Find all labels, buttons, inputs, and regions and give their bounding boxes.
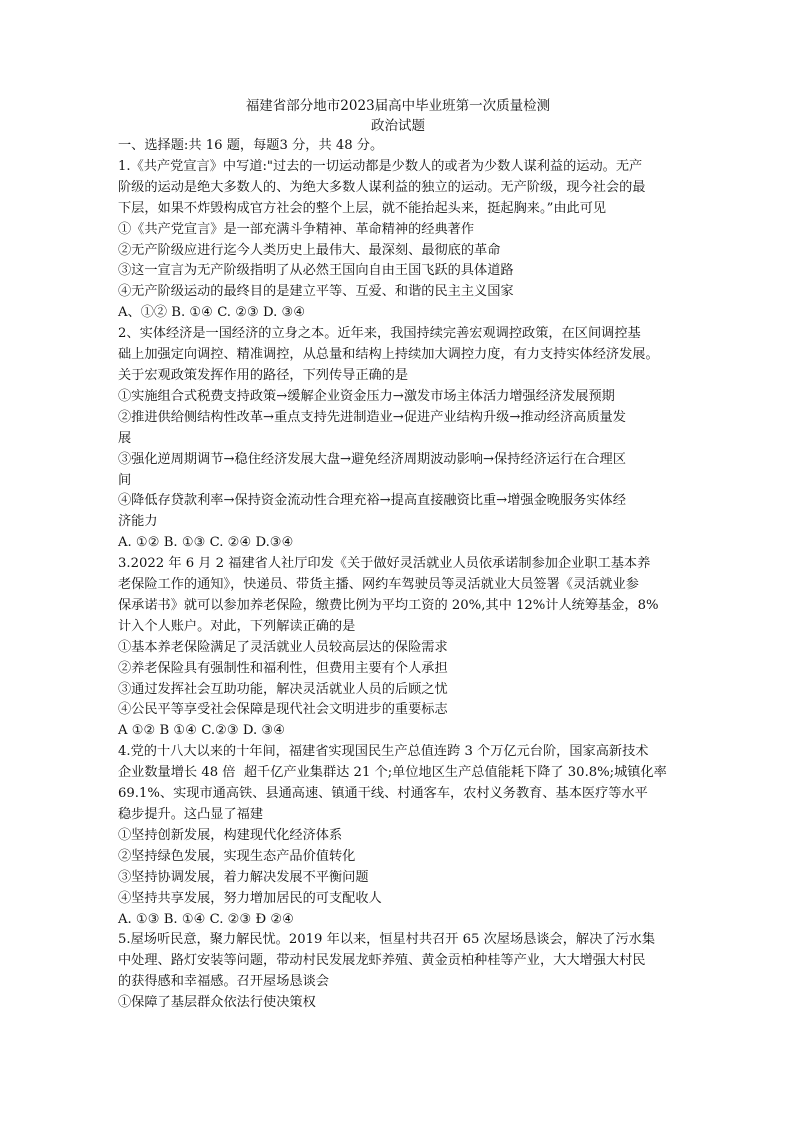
question-line: A ①② B ①④ C.②③ D. ③④ [118, 723, 286, 739]
question-line: ④降低存贷款利率→保持资金流动性合理充裕→提高直接融资比重→增强金晚服务实体经 [118, 493, 626, 509]
question-4 [118, 742, 678, 930]
question-line: 5.屋场听民意，聚力解民忧。2019 年以来，恒星村共召开 65 次屋场恳谈会，解决了污水集 [118, 932, 656, 948]
question-line: ④公民平等享受社会保障是现代社会文明进步的重要标志 [118, 702, 448, 718]
question-line: 2、实体经济是一国经济的立身之本。近年来，我国持续完善宏观调控政策，在区间调控基 [118, 326, 641, 342]
question-line: ③坚持协调发展，着力解决发展不平衡问题 [118, 869, 369, 885]
question-line: ①坚持创新发展，构建现代化经济体系 [118, 827, 343, 843]
question-5 [118, 930, 678, 1014]
question-line: 济能力 [118, 514, 158, 530]
question-line: 计入个人账户。对此，下列解读正确的是 [118, 618, 356, 634]
question-line: ①实施组合式税费支持政策→缓解企业资金压力→激发市场主体活力增强经济发展预期 [118, 388, 615, 404]
question-list [118, 157, 678, 1014]
question-line: 阶级的运动是绝大多数人的、为绝大多数人谋利益的独立的运动。无产阶级，现今社会的最 [118, 179, 646, 195]
question-line: 老保险工作的通知》，快递员、带货主播、网约车驾驶员等灵活就业大员签署《灵活就业参 [118, 577, 639, 593]
question-line: 1.《共产党宣言》中写道:"过去的一切运动都是少数人的或者为少数人谋利益的运动。无产 [118, 158, 643, 174]
question-line: ②养老保险具有强制性和福利性，但费用主要有个人承担 [118, 660, 448, 676]
question-line: 企业数量增长 48 倍 超千亿产业集群达 21 个;单位地区生产总值能耗下降了 30.8%;城镇化率 [118, 765, 667, 781]
exam-page [118, 96, 678, 1014]
question-line: 中处理、路灯安装等问题，带动村民发展龙虾养殖、黄金贡柏种桂等产业，大大增强大村民 [118, 953, 646, 969]
question-line: 下层，如果不炸毁构成官方社会的整个上层，就不能抬起头来，挺起胸来。”由此可见 [118, 200, 607, 216]
question-1 [118, 157, 678, 324]
question-line: ③这一宣言为无产阶级指明了从必然王国向自由王国飞跃的具体道路 [118, 263, 514, 279]
question-line: ④无产阶级运动的最终目的是建立平等、互爱、和谐的民主主义国家 [118, 284, 514, 300]
question-line: ④坚持共享发展，努力增加居民的可支配收人 [118, 890, 382, 906]
question-line: A、①② B. ①④ C. ②③ D. ③④ [118, 305, 306, 321]
question-2 [118, 324, 678, 554]
question-line: 4.党的十八大以来的十年间，福建省实现国民生产总值连跨 3 个万亿元台阶，国家高新技术 [118, 744, 649, 760]
question-3 [118, 554, 678, 742]
question-line: 础上加强定向调控、精准调控，从总量和结构上持续加大调控力度，有力支持实体经济发展。 [118, 347, 659, 363]
exam-subject: 政治试题 [371, 118, 425, 134]
section-heading: 一、选择题:共 16 题，每题3 分，共 48 分。 [118, 138, 384, 153]
question-line: A. ①③ B. ①④ C. ②③ Đ ②④ [118, 911, 294, 927]
question-line: ②无产阶级应进行迄今人类历史上最伟大、最深刻、最彻底的革命 [118, 242, 501, 258]
question-line: ①《共产党宣言》是一部充满斗争精神、革命精神的经典著作 [118, 221, 475, 237]
question-line: 稳步提升。这凸显了福建 [118, 807, 264, 822]
question-line: ①保障了基层群众依法行使决策权 [118, 995, 316, 1011]
question-line: 展 [118, 430, 132, 446]
question-line: 69.1%、实现市通高铁、县通高速、镇通干线、村通客车，农村义务教育、基本医疗等水平 [118, 786, 648, 802]
question-line: 保承诺书》就可以参加养老保险，缴费比例为平均工资的 20%,其中 12%计人统筹基金，8% [118, 597, 659, 613]
exam-title: 福建省部分地市2023届高中毕业班第一次质量检测 [245, 98, 551, 114]
question-line: 关于宏观政策发挥作用的路径，下列传导正确的是 [118, 367, 409, 383]
question-line: ②坚持绿色发展，实现生态产品价值转化 [118, 848, 356, 864]
question-line: ②推进供给侧结构性改革→重点支持先进制造业→促进产业结构升级→推动经济高质量发 [118, 409, 626, 425]
question-line: ①基本养老保险满足了灵活就业人员较高层达的保险需求 [118, 639, 448, 655]
question-line: A. ①② B. ①③ C. ②④ D.③④ [118, 535, 294, 551]
question-line: ③通过发挥社会互助功能，解决灵活就业人员的后顾之忧 [118, 681, 448, 697]
question-line: 的获得感和幸福感。召开屋场恳谈会 [118, 974, 329, 990]
question-line: 间 [118, 472, 132, 488]
question-line: 3.2022 年 6 月 2 福建省人社厅印发《关于做好灵活就业人员依承诺制参加企业职工基本养 [118, 556, 651, 572]
question-line: ③强化逆周期调节→稳住经济发展大盘→避免经济周期波动影响→保持经济运行在合理区 [118, 451, 626, 467]
